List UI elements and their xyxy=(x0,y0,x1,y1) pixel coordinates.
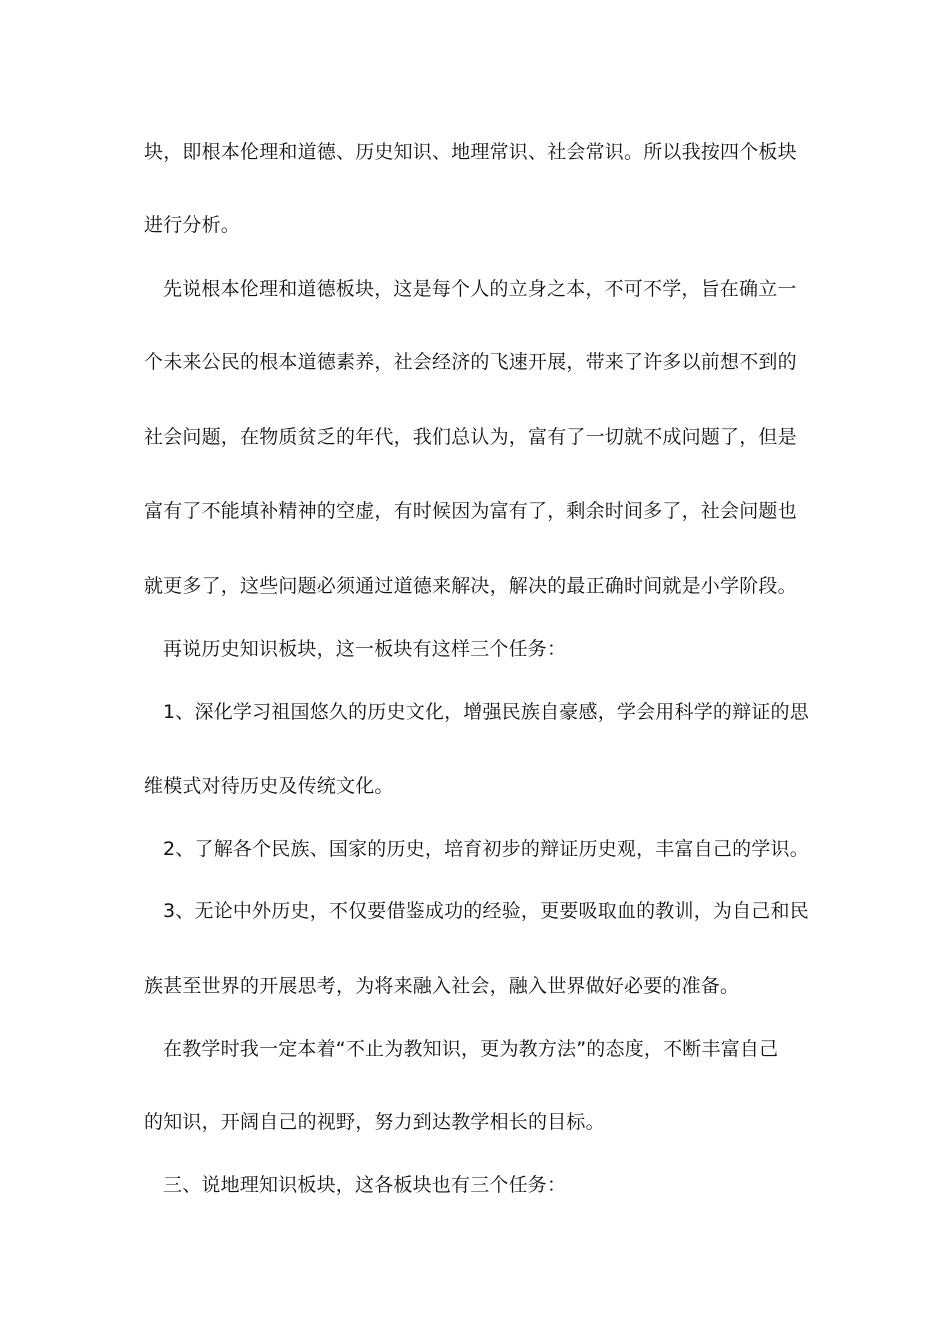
list-item-1: 1、深化学习祖国悠久的历史文化，增强民族自豪感，学会用科学的辩证的思 xyxy=(163,701,809,723)
list-item-3: 3、无论中外历史，不仅要借鉴成功的经验，更要吸取血的教训，为自己和民 xyxy=(163,900,809,922)
text-line-1: 块，即根本伦理和道德、历史知识、地理常识、社会常识。所以我按四个板块 xyxy=(144,141,797,163)
paragraph-moral-start: 先说根本伦理和道德板块，这是每个人的立身之本，不可不学，旨在确立一 xyxy=(163,278,797,300)
text-line-6: 富有了不能填补精神的空虚，有时候因为富有了，剩余时间多了，社会问题也 xyxy=(144,500,797,522)
text-line-15: 的知识，开阔自己的视野，努力到达教学相长的目标。 xyxy=(144,1111,605,1133)
text-line-5: 社会问题，在物质贫乏的年代，我们总认为，富有了一切就不成问题了，但是 xyxy=(144,426,797,448)
paragraph-teaching-start: 在教学时我一定本着“不止为教知识，更为教方法”的态度，不断丰富自己 xyxy=(163,1038,779,1060)
section-heading-geography: 三、说地理知识板块，这各板块也有三个任务： xyxy=(163,1174,567,1196)
list-item-3-continued: 族甚至世界的开展思考，为将来融入社会，融入世界做好必要的准备。 xyxy=(144,975,740,997)
text-line-4: 个未来公民的根本道德素养，社会经济的飞速开展，带来了许多以前想不到的 xyxy=(144,351,797,373)
text-line-2: 进行分析。 xyxy=(144,214,241,236)
list-item-2: 2、了解各个民族、国家的历史，培育初步的辩证历史观，丰富自己的学识。 xyxy=(163,838,809,860)
list-item-1-continued: 维模式对待历史及传统文化。 xyxy=(144,775,394,797)
text-line-7: 就更多了，这些问题必须通过道德来解决，解决的最正确时间就是小学阶段。 xyxy=(144,575,797,597)
paragraph-history-start: 再说历史知识板块，这一板块有这样三个任务： xyxy=(163,638,567,660)
